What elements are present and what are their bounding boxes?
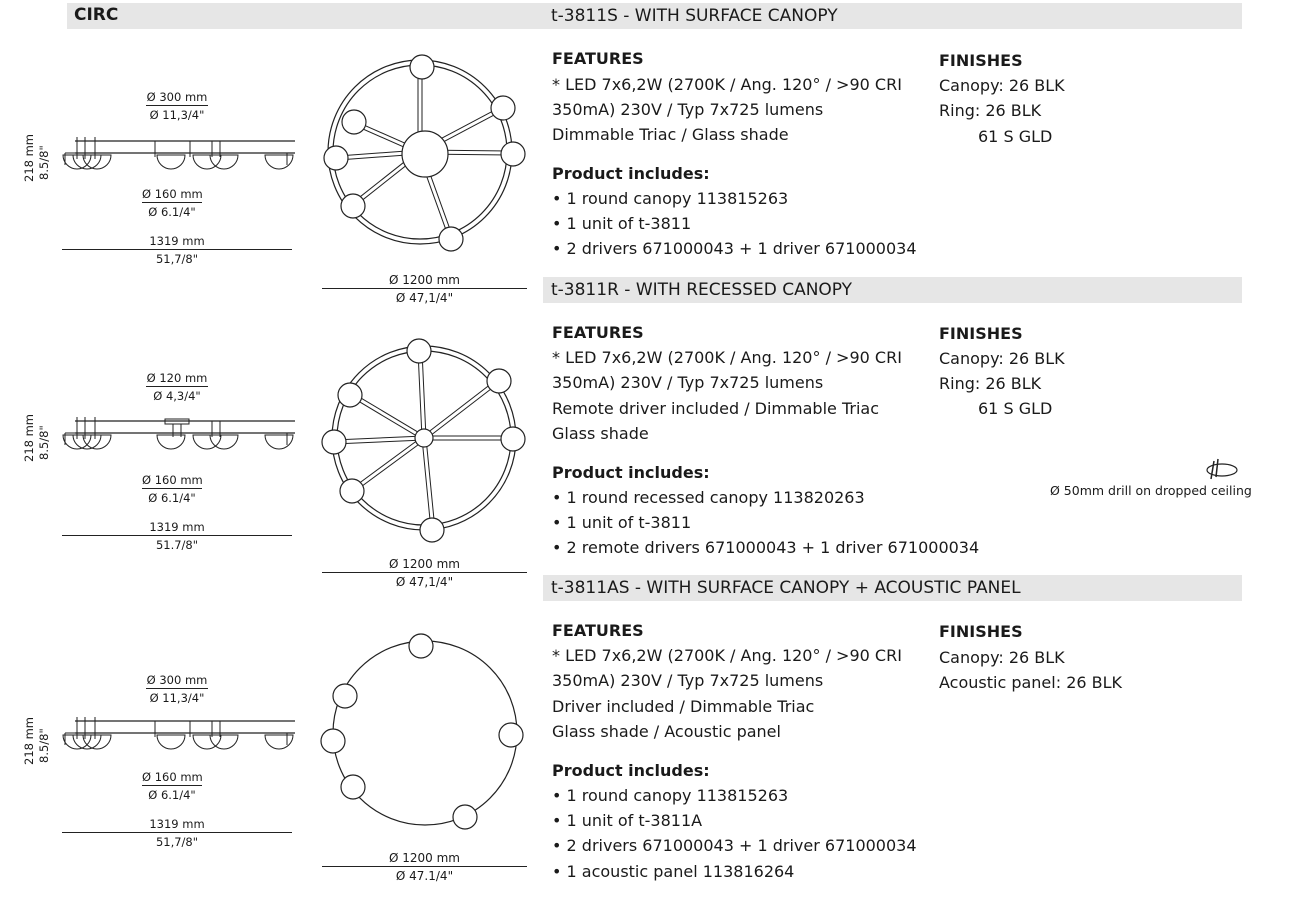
dim-canopy-in: Ø 4,3/4" [153, 389, 201, 403]
dim-shade-mm: Ø 160 mm [142, 770, 203, 784]
dim-length-in: 51,7/8" [155, 835, 199, 849]
dim-canopy-mm: Ø 120 mm [146, 371, 208, 385]
plan-view-drawing-2 [318, 335, 528, 545]
dim-height-mm: 218 mm [22, 413, 36, 462]
features-line: 350mA) 230V / Typ 7x725 lumens [552, 373, 824, 392]
drill-icon [1202, 457, 1242, 481]
features-line: Glass shade / Acoustic panel [552, 722, 781, 741]
plan-view-drawing-3 [318, 630, 528, 840]
plan-dim-mm: Ø 1200 mm [322, 556, 527, 573]
includes-item: • 1 round recessed canopy 113820263 [552, 488, 865, 507]
includes-item: • 1 unit of t-3811 [552, 214, 692, 233]
section-title-surface: t-3811S - WITH SURFACE CANOPY [551, 6, 838, 26]
dim-canopy-mm: Ø 300 mm [146, 90, 208, 104]
finishes-item: 61 S GLD [978, 127, 1053, 146]
features-line: Driver included / Dimmable Triac [552, 697, 815, 716]
dim-canopy-in: Ø 11,3/4" [149, 108, 205, 122]
features-heading: FEATURES [552, 49, 644, 68]
includes-item: • 2 drivers 671000043 + 1 driver 671000034 [552, 836, 917, 855]
dim-length-mm: 1319 mm [62, 519, 292, 536]
includes-heading: Product includes: [552, 761, 710, 780]
features-line: Dimmable Triac / Glass shade [552, 125, 789, 144]
finishes-heading: FINISHES [939, 324, 1023, 343]
dim-shade-in: Ø 6.1/4" [148, 788, 196, 802]
finishes-item: Canopy: 26 BLK [939, 349, 1065, 368]
includes-item: • 2 remote drivers 671000043 + 1 driver 671000034 [552, 538, 980, 557]
brand-title: CIRC [74, 5, 119, 25]
finishes-heading: FINISHES [939, 622, 1023, 641]
features-line: * LED 7x6,2W (2700K / Ang. 120° / >90 CRI [552, 75, 902, 94]
dim-height-mm: 218 mm [22, 133, 36, 182]
dim-length-mm: 1319 mm [62, 816, 292, 833]
dim-height-in: 8.5/8" [37, 425, 51, 460]
features-heading: FEATURES [552, 621, 644, 640]
section-title-recessed: t-3811R - WITH RECESSED CANOPY [551, 280, 853, 300]
features-line: 350mA) 230V / Typ 7x725 lumens [552, 671, 824, 690]
dim-length-mm: 1319 mm [62, 233, 292, 250]
dim-shade-in: Ø 6.1/4" [148, 491, 196, 505]
dim-height-in: 8.5/8" [37, 728, 51, 763]
includes-item: • 1 unit of t-3811 [552, 513, 692, 532]
finishes-item: Ring: 26 BLK [939, 101, 1042, 120]
includes-item: • 1 unit of t-3811A [552, 811, 703, 830]
includes-item: • 1 round canopy 113815263 [552, 189, 789, 208]
section-title-acoustic: t-3811AS - WITH SURFACE CANOPY + ACOUSTIC PANEL [551, 578, 1021, 598]
finishes-item: Canopy: 26 BLK [939, 648, 1065, 667]
dim-length-in: 51,7/8" [155, 252, 199, 266]
dim-shade-mm: Ø 160 mm [142, 473, 203, 487]
plan-view-drawing-1 [318, 50, 528, 260]
dim-length-in: 51.7/8" [155, 538, 199, 552]
finishes-item: 61 S GLD [978, 399, 1053, 418]
includes-heading: Product includes: [552, 463, 710, 482]
dim-shade-in: Ø 6.1/4" [148, 205, 196, 219]
plan-dim-in: Ø 47.1/4" [395, 869, 454, 883]
plan-dim-in: Ø 47,1/4" [395, 575, 454, 589]
includes-item: • 1 round canopy 113815263 [552, 786, 789, 805]
finishes-heading: FINISHES [939, 51, 1023, 70]
features-line: Remote driver included / Dimmable Triac [552, 399, 879, 418]
finishes-item: Ring: 26 BLK [939, 374, 1042, 393]
dim-canopy-in: Ø 11,3/4" [149, 691, 205, 705]
dim-shade-mm: Ø 160 mm [142, 187, 203, 201]
features-line: * LED 7x6,2W (2700K / Ang. 120° / >90 CRI [552, 646, 902, 665]
features-line: Glass shade [552, 424, 649, 443]
features-line: 350mA) 230V / Typ 7x725 lumens [552, 100, 824, 119]
includes-heading: Product includes: [552, 164, 710, 183]
plan-dim-mm: Ø 1200 mm [322, 272, 527, 289]
features-heading: FEATURES [552, 323, 644, 342]
features-line: * LED 7x6,2W (2700K / Ang. 120° / >90 CRI [552, 348, 902, 367]
dim-canopy-mm: Ø 300 mm [146, 673, 208, 687]
plan-dim-in: Ø 47,1/4" [395, 291, 454, 305]
finishes-item: Acoustic panel: 26 BLK [939, 673, 1123, 692]
plan-dim-mm: Ø 1200 mm [322, 850, 527, 867]
includes-item: • 1 acoustic panel 113816264 [552, 862, 795, 881]
finishes-item: Canopy: 26 BLK [939, 76, 1065, 95]
drill-note: Ø 50mm drill on dropped ceiling [1050, 483, 1252, 498]
dim-height-mm: 218 mm [22, 716, 36, 765]
includes-item: • 2 drivers 671000043 + 1 driver 671000034 [552, 239, 917, 258]
dim-height-in: 8.5/8" [37, 145, 51, 180]
